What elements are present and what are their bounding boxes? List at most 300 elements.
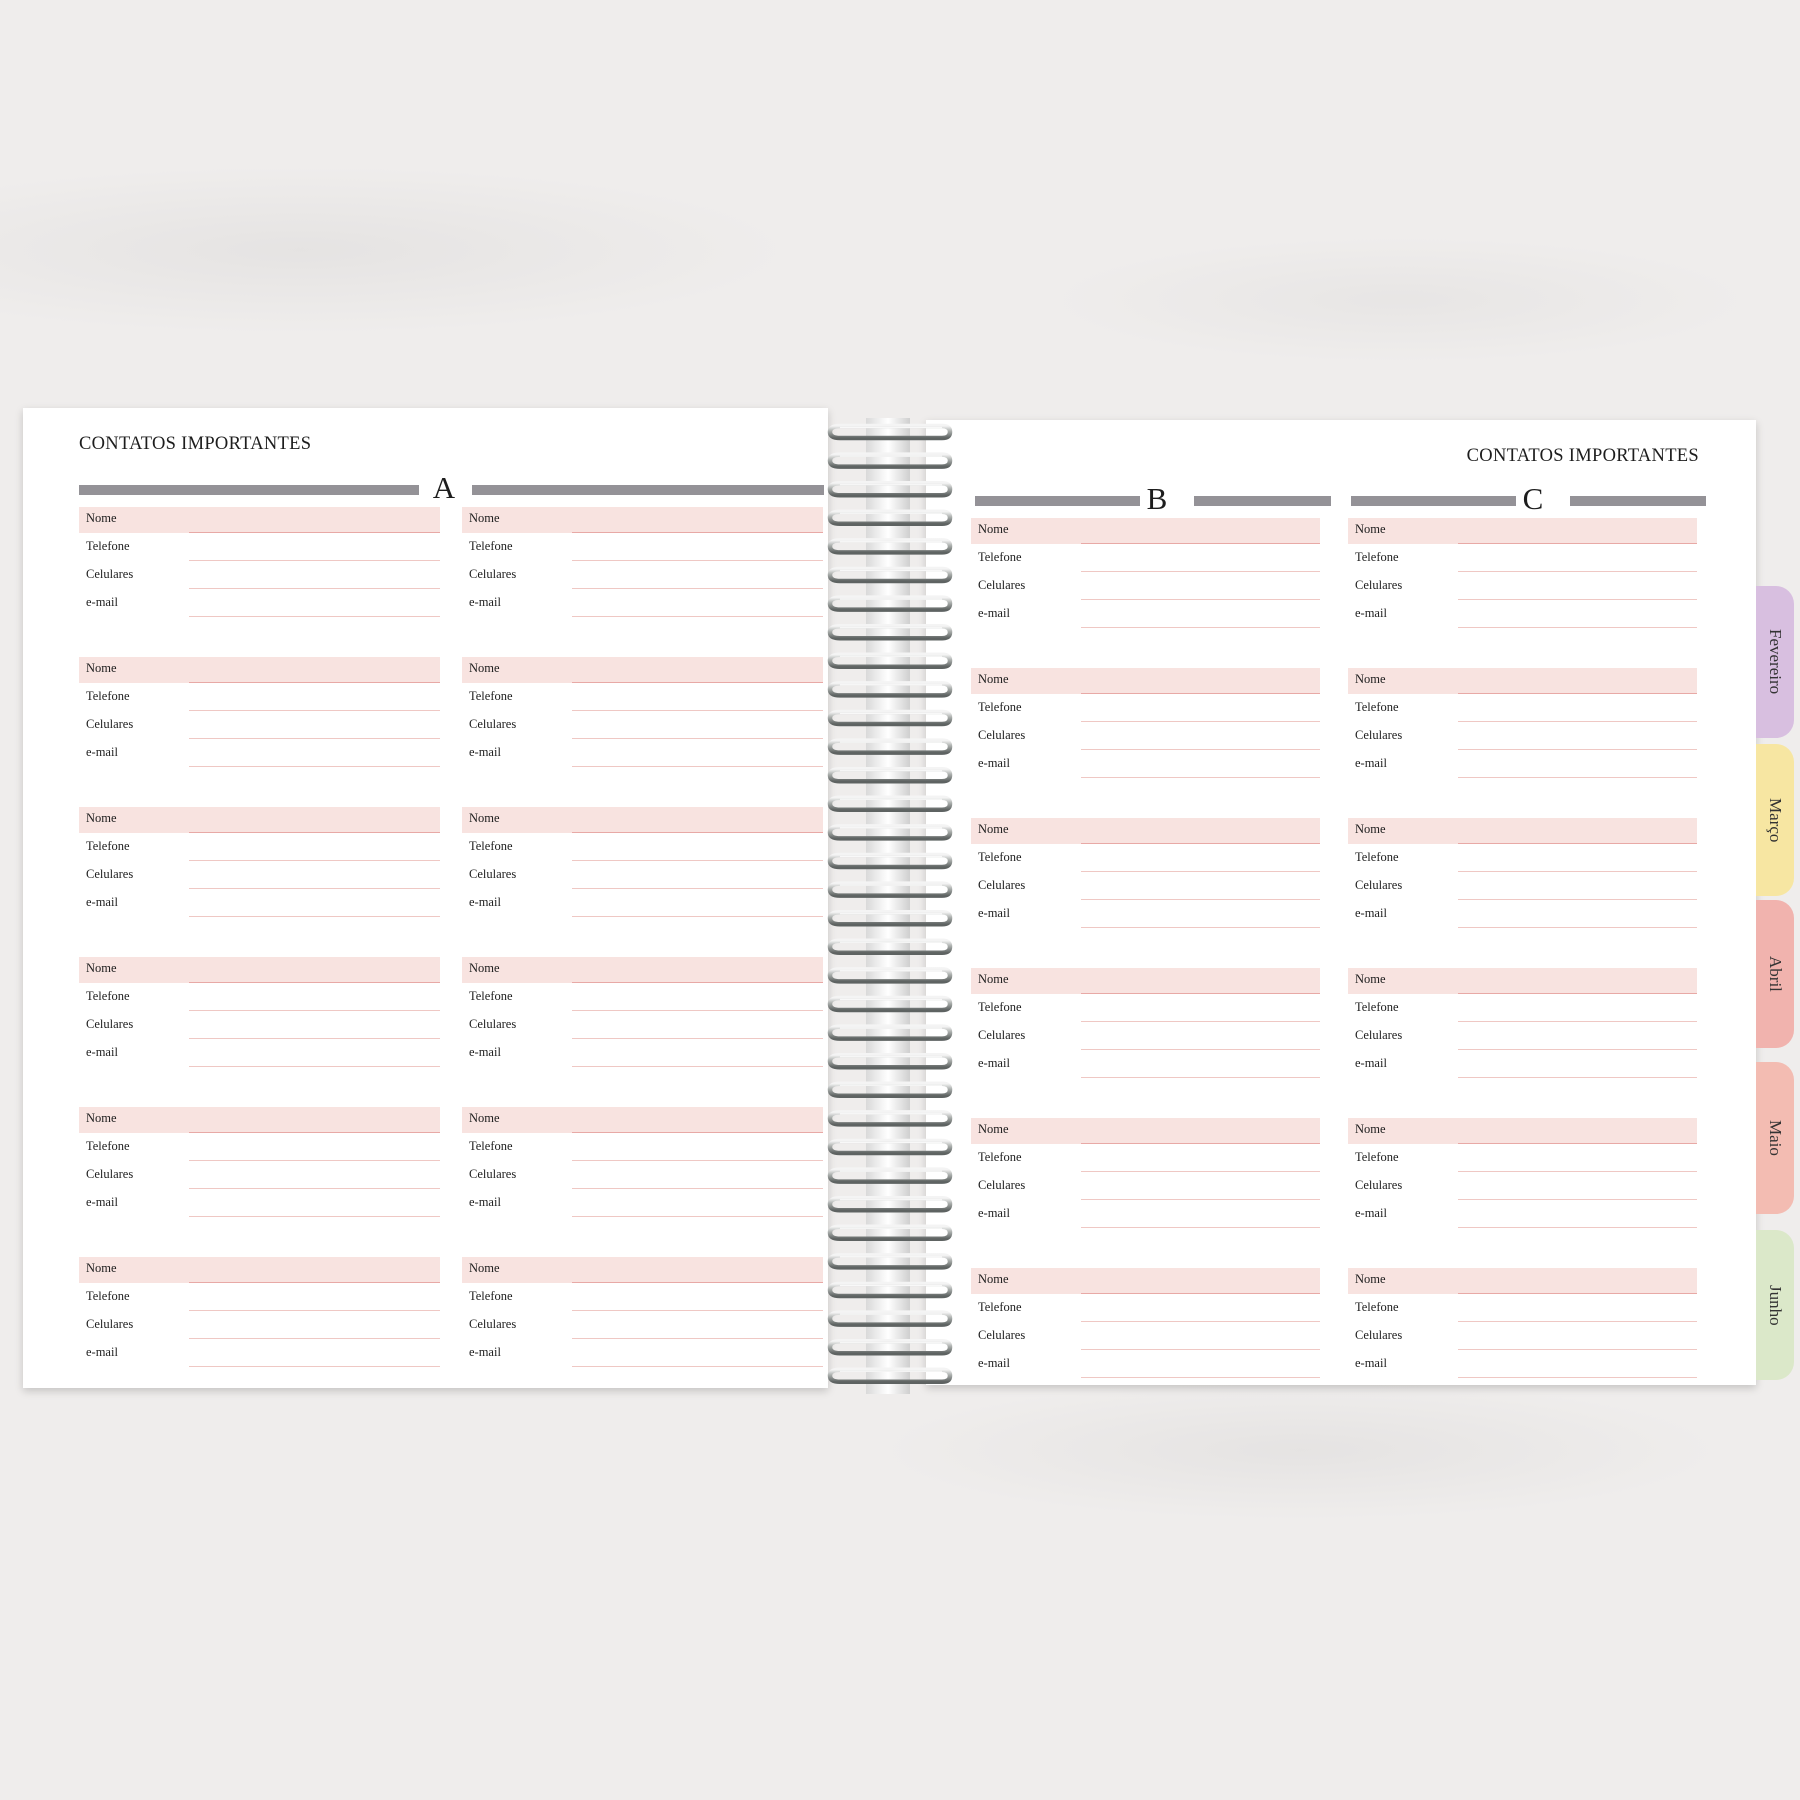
contact-entry: [462, 507, 823, 637]
phone-field[interactable]: [971, 996, 1320, 1022]
name-field[interactable]: [971, 818, 1320, 844]
phone-field[interactable]: [462, 1285, 823, 1311]
name-field[interactable]: [971, 1118, 1320, 1144]
email-field[interactable]: [1348, 1202, 1697, 1228]
field-label: Celulares: [978, 578, 1026, 592]
spiral-binding: [826, 418, 954, 1394]
tab-label: Fevereiro: [1766, 629, 1785, 695]
name-field[interactable]: [971, 968, 1320, 994]
mobile-field[interactable]: [1348, 1174, 1697, 1200]
field-label: Celulares: [469, 717, 517, 731]
write-line: [189, 1066, 440, 1067]
name-field[interactable]: [971, 1268, 1320, 1294]
write-line: [189, 710, 440, 711]
mobile-field[interactable]: [971, 874, 1320, 900]
phone-field[interactable]: [462, 835, 823, 861]
write-line: [1081, 627, 1320, 628]
mobile-field[interactable]: [462, 713, 823, 739]
month-tab[interactable]: [1756, 586, 1794, 738]
field-label: Nome: [469, 511, 500, 525]
write-line: [1081, 1321, 1320, 1322]
name-field[interactable]: [462, 657, 823, 683]
name-field[interactable]: [1348, 668, 1697, 694]
write-line: [572, 1010, 823, 1011]
write-line: [1458, 843, 1697, 845]
write-line: [1081, 927, 1320, 928]
field-label: Telefone: [1355, 850, 1399, 864]
write-line: [572, 1160, 823, 1161]
write-line: [1081, 571, 1320, 572]
write-line: [1458, 871, 1697, 872]
field-label: Nome: [978, 672, 1009, 686]
contact-entry: [1348, 818, 1697, 948]
write-line: [572, 766, 823, 767]
write-line: [1458, 1021, 1697, 1022]
write-line: [572, 1038, 823, 1039]
phone-field[interactable]: [1348, 846, 1697, 872]
email-field[interactable]: [462, 591, 823, 617]
mobile-field[interactable]: [1348, 874, 1697, 900]
mobile-field[interactable]: [462, 563, 823, 589]
contact-entry: [462, 657, 823, 787]
phone-field[interactable]: [462, 685, 823, 711]
left-page: [23, 408, 828, 1388]
phone-field[interactable]: [971, 1296, 1320, 1322]
name-field[interactable]: [79, 1257, 440, 1283]
write-line: [189, 1038, 440, 1039]
field-label: Telefone: [86, 839, 130, 853]
field-label: Telefone: [978, 550, 1022, 564]
field-label: Nome: [86, 1261, 117, 1275]
write-line: [572, 710, 823, 711]
name-field[interactable]: [1348, 968, 1697, 994]
field-label: e-mail: [978, 756, 1010, 770]
write-line: [1081, 1021, 1320, 1022]
write-line: [1081, 749, 1320, 750]
field-label: Telefone: [1355, 550, 1399, 564]
contact-entry: [462, 1257, 823, 1387]
mobile-field[interactable]: [971, 1324, 1320, 1350]
write-line: [572, 682, 823, 684]
field-label: Telefone: [469, 839, 513, 853]
mobile-field[interactable]: [79, 1313, 440, 1339]
write-line: [1081, 693, 1320, 695]
write-line: [1458, 899, 1697, 900]
field-label: Telefone: [86, 989, 130, 1003]
write-line: [572, 1188, 823, 1189]
phone-field[interactable]: [1348, 1296, 1697, 1322]
field-label: Celulares: [86, 1017, 134, 1031]
field-label: e-mail: [86, 1045, 118, 1059]
write-line: [189, 766, 440, 767]
contact-entry: [79, 657, 440, 787]
write-line: [1081, 1293, 1320, 1295]
email-field[interactable]: [79, 1341, 440, 1367]
field-label: Nome: [978, 522, 1009, 536]
write-line: [1081, 899, 1320, 900]
write-line: [572, 832, 823, 834]
email-field[interactable]: [79, 1041, 440, 1067]
field-label: Nome: [86, 1111, 117, 1125]
write-line: [572, 738, 823, 739]
email-field[interactable]: [971, 752, 1320, 778]
field-label: Celulares: [1355, 878, 1403, 892]
write-line: [1081, 1199, 1320, 1200]
name-field[interactable]: [79, 1107, 440, 1133]
mobile-field[interactable]: [971, 574, 1320, 600]
email-field[interactable]: [462, 1341, 823, 1367]
mobile-field[interactable]: [462, 1313, 823, 1339]
write-line: [189, 1160, 440, 1161]
contact-entry: [79, 1257, 440, 1387]
phone-field[interactable]: [462, 535, 823, 561]
phone-field[interactable]: [1348, 1146, 1697, 1172]
section-header-c: [1351, 482, 1706, 516]
write-line: [1081, 599, 1320, 600]
write-line: [189, 1310, 440, 1311]
contact-entry: [971, 668, 1320, 798]
mobile-field[interactable]: [971, 1174, 1320, 1200]
field-label: e-mail: [86, 745, 118, 759]
field-label: Telefone: [978, 1150, 1022, 1164]
phone-field[interactable]: [462, 985, 823, 1011]
name-field[interactable]: [1348, 1118, 1697, 1144]
write-line: [189, 1132, 440, 1134]
phone-field[interactable]: [1348, 696, 1697, 722]
write-line: [189, 1282, 440, 1284]
tab-label: Março: [1766, 797, 1785, 843]
write-line: [1081, 843, 1320, 845]
write-line: [189, 832, 440, 834]
field-label: Nome: [1355, 1122, 1386, 1136]
tab-label: Abril: [1766, 956, 1785, 992]
field-label: e-mail: [1355, 606, 1387, 620]
field-label: Telefone: [469, 1139, 513, 1153]
month-tab[interactable]: [1756, 1062, 1794, 1214]
email-field[interactable]: [462, 891, 823, 917]
mobile-field[interactable]: [971, 724, 1320, 750]
field-label: Celulares: [1355, 578, 1403, 592]
write-line: [1458, 693, 1697, 695]
month-tab[interactable]: [1756, 900, 1794, 1048]
mobile-field[interactable]: [79, 563, 440, 589]
write-line: [572, 888, 823, 889]
name-field[interactable]: [462, 507, 823, 533]
field-label: e-mail: [1355, 906, 1387, 920]
write-line: [572, 1282, 823, 1284]
right-page: [926, 420, 1756, 1385]
month-tab[interactable]: [1756, 1230, 1794, 1380]
mobile-field[interactable]: [79, 1013, 440, 1039]
write-line: [189, 616, 440, 617]
field-label: Telefone: [1355, 1000, 1399, 1014]
write-line: [1081, 1377, 1320, 1378]
field-label: Nome: [469, 811, 500, 825]
write-line: [1081, 1049, 1320, 1050]
write-line: [572, 1310, 823, 1311]
field-label: Celulares: [1355, 728, 1403, 742]
phone-field[interactable]: [79, 535, 440, 561]
write-line: [1458, 1349, 1697, 1350]
divider-bar: [1194, 496, 1331, 506]
field-label: Celulares: [978, 1328, 1026, 1342]
phone-field[interactable]: [971, 696, 1320, 722]
write-line: [572, 1366, 823, 1367]
name-field[interactable]: [462, 807, 823, 833]
mobile-field[interactable]: [971, 1024, 1320, 1050]
field-label: e-mail: [469, 595, 501, 609]
email-field[interactable]: [462, 1041, 823, 1067]
email-field[interactable]: [462, 1191, 823, 1217]
mobile-field[interactable]: [462, 1163, 823, 1189]
write-line: [572, 916, 823, 917]
write-line: [189, 682, 440, 684]
phone-field[interactable]: [1348, 996, 1697, 1022]
write-line: [189, 738, 440, 739]
write-line: [1458, 571, 1697, 572]
field-label: e-mail: [978, 1206, 1010, 1220]
write-line: [572, 616, 823, 617]
mobile-field[interactable]: [79, 1163, 440, 1189]
field-label: Celulares: [978, 1028, 1026, 1042]
field-label: e-mail: [978, 906, 1010, 920]
field-label: e-mail: [1355, 1206, 1387, 1220]
field-label: Nome: [1355, 822, 1386, 836]
divider-bar: [1351, 496, 1516, 506]
name-field[interactable]: [79, 657, 440, 683]
write-line: [572, 1066, 823, 1067]
contact-entry: [971, 968, 1320, 1098]
write-line: [189, 982, 440, 984]
field-label: Celulares: [86, 1167, 134, 1181]
write-line: [189, 588, 440, 589]
email-field[interactable]: [1348, 902, 1697, 928]
divider-bar: [975, 496, 1140, 506]
field-label: Nome: [469, 961, 500, 975]
field-label: Celulares: [469, 1317, 517, 1331]
mobile-field[interactable]: [79, 713, 440, 739]
field-label: Telefone: [1355, 700, 1399, 714]
write-line: [1081, 777, 1320, 778]
contact-entry: [971, 518, 1320, 648]
field-label: Celulares: [469, 1167, 517, 1181]
mobile-field[interactable]: [79, 863, 440, 889]
field-label: Celulares: [469, 567, 517, 581]
name-field[interactable]: [462, 1107, 823, 1133]
name-field[interactable]: [971, 518, 1320, 544]
contact-entry: [971, 818, 1320, 948]
page-title: CONTATOS IMPORTANTES: [79, 434, 312, 454]
write-line: [1458, 1227, 1697, 1228]
email-field[interactable]: [1348, 752, 1697, 778]
field-label: Telefone: [86, 1289, 130, 1303]
write-line: [1081, 1171, 1320, 1172]
field-label: Celulares: [978, 878, 1026, 892]
name-field[interactable]: [79, 807, 440, 833]
phone-field[interactable]: [971, 546, 1320, 572]
field-label: Telefone: [86, 539, 130, 553]
field-label: Celulares: [469, 1017, 517, 1031]
field-label: e-mail: [86, 595, 118, 609]
name-field[interactable]: [79, 957, 440, 983]
tab-label: Maio: [1766, 1120, 1785, 1156]
month-tab[interactable]: [1756, 744, 1794, 896]
email-field[interactable]: [971, 902, 1320, 928]
phone-field[interactable]: [971, 846, 1320, 872]
name-field[interactable]: [1348, 818, 1697, 844]
phone-field[interactable]: [971, 1146, 1320, 1172]
write-line: [1458, 993, 1697, 995]
email-field[interactable]: [971, 602, 1320, 628]
write-line: [189, 1216, 440, 1217]
name-field[interactable]: [1348, 518, 1697, 544]
field-label: Nome: [86, 961, 117, 975]
field-label: Celulares: [1355, 1028, 1403, 1042]
field-label: Nome: [469, 1261, 500, 1275]
name-field[interactable]: [971, 668, 1320, 694]
field-label: Celulares: [978, 728, 1026, 742]
phone-field[interactable]: [1348, 546, 1697, 572]
email-field[interactable]: [79, 591, 440, 617]
field-label: Telefone: [86, 689, 130, 703]
field-label: Telefone: [469, 539, 513, 553]
field-label: Nome: [1355, 1272, 1386, 1286]
name-field[interactable]: [79, 507, 440, 533]
write-line: [189, 916, 440, 917]
field-label: Celulares: [86, 717, 134, 731]
field-label: Telefone: [1355, 1150, 1399, 1164]
write-line: [1081, 993, 1320, 995]
field-label: Telefone: [469, 989, 513, 1003]
field-label: e-mail: [469, 895, 501, 909]
email-field[interactable]: [1348, 602, 1697, 628]
contact-entry: [462, 1107, 823, 1237]
phone-field[interactable]: [462, 1135, 823, 1161]
mobile-field[interactable]: [462, 1013, 823, 1039]
write-line: [1458, 543, 1697, 545]
contact-entry: [971, 1118, 1320, 1248]
tab-label: Junho: [1766, 1284, 1785, 1326]
field-label: e-mail: [469, 1045, 501, 1059]
field-label: Nome: [86, 661, 117, 675]
write-line: [1081, 1077, 1320, 1078]
write-line: [1458, 627, 1697, 628]
write-line: [1081, 871, 1320, 872]
phone-field[interactable]: [79, 1285, 440, 1311]
email-field[interactable]: [971, 1052, 1320, 1078]
name-field[interactable]: [1348, 1268, 1697, 1294]
field-label: Telefone: [978, 1000, 1022, 1014]
write-line: [572, 560, 823, 561]
field-label: Telefone: [1355, 1300, 1399, 1314]
section-letter: B: [1146, 481, 1168, 516]
field-label: e-mail: [469, 1195, 501, 1209]
write-line: [572, 1338, 823, 1339]
name-field[interactable]: [462, 957, 823, 983]
write-line: [189, 860, 440, 861]
contact-entry: [1348, 1118, 1697, 1248]
section-header-b: [975, 482, 1331, 516]
mobile-field[interactable]: [1348, 574, 1697, 600]
email-field[interactable]: [971, 1352, 1320, 1378]
field-label: Celulares: [86, 1317, 134, 1331]
email-field[interactable]: [79, 1191, 440, 1217]
write-line: [1458, 1377, 1697, 1378]
contact-entry: [79, 807, 440, 937]
contact-entry: [1348, 968, 1697, 1098]
field-label: e-mail: [86, 1345, 118, 1359]
contact-entry: [1348, 1268, 1697, 1398]
divider-bar: [472, 485, 824, 495]
phone-field[interactable]: [79, 985, 440, 1011]
mobile-field[interactable]: [1348, 1324, 1697, 1350]
field-label: Nome: [978, 1122, 1009, 1136]
spiral-coils: [826, 418, 954, 1394]
field-label: e-mail: [1355, 756, 1387, 770]
write-line: [1081, 1143, 1320, 1145]
phone-field[interactable]: [79, 1135, 440, 1161]
name-field[interactable]: [462, 1257, 823, 1283]
write-line: [572, 982, 823, 984]
field-label: e-mail: [469, 745, 501, 759]
write-line: [1458, 1077, 1697, 1078]
write-line: [1081, 1349, 1320, 1350]
write-line: [1458, 1171, 1697, 1172]
contact-entry: [1348, 668, 1697, 798]
field-label: Nome: [86, 811, 117, 825]
field-label: Celulares: [978, 1178, 1026, 1192]
phone-field[interactable]: [79, 835, 440, 861]
write-line: [1458, 777, 1697, 778]
mobile-field[interactable]: [462, 863, 823, 889]
write-line: [189, 1010, 440, 1011]
write-line: [1081, 1227, 1320, 1228]
divider-bar: [1570, 496, 1706, 506]
email-field[interactable]: [1348, 1352, 1697, 1378]
write-line: [189, 1338, 440, 1339]
write-line: [189, 888, 440, 889]
field-label: Telefone: [469, 689, 513, 703]
email-field[interactable]: [79, 741, 440, 767]
email-field[interactable]: [462, 741, 823, 767]
email-field[interactable]: [1348, 1052, 1697, 1078]
write-line: [572, 1132, 823, 1134]
contact-entry: [462, 807, 823, 937]
contact-entry: [79, 507, 440, 637]
mobile-field[interactable]: [1348, 724, 1697, 750]
phone-field[interactable]: [79, 685, 440, 711]
mobile-field[interactable]: [1348, 1024, 1697, 1050]
field-label: e-mail: [469, 1345, 501, 1359]
contact-entry: [79, 1107, 440, 1237]
email-field[interactable]: [971, 1202, 1320, 1228]
field-label: Telefone: [86, 1139, 130, 1153]
email-field[interactable]: [79, 891, 440, 917]
section-letter: C: [1522, 481, 1544, 516]
field-label: e-mail: [86, 1195, 118, 1209]
contact-entry: [79, 957, 440, 1087]
write-line: [572, 532, 823, 534]
field-label: Telefone: [469, 1289, 513, 1303]
field-label: Nome: [978, 1272, 1009, 1286]
write-line: [189, 532, 440, 534]
field-label: e-mail: [978, 606, 1010, 620]
field-label: Nome: [1355, 672, 1386, 686]
field-label: Celulares: [1355, 1328, 1403, 1342]
field-label: Nome: [469, 1111, 500, 1125]
write-line: [1458, 1321, 1697, 1322]
field-label: Nome: [1355, 522, 1386, 536]
